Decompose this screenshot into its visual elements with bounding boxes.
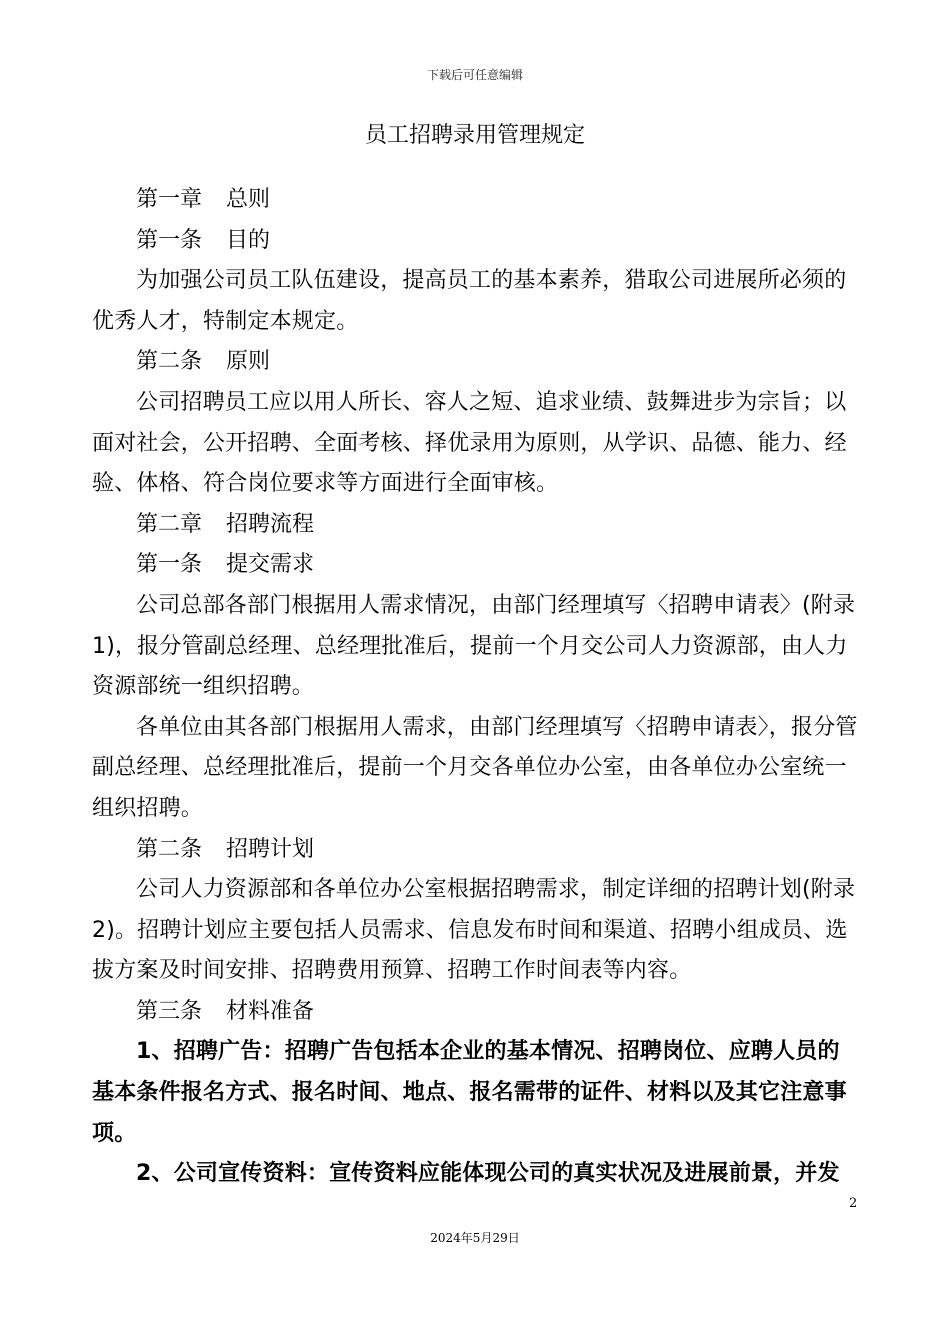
document-body <box>92 180 860 1195</box>
article-name: 材料准备 <box>226 998 315 1024</box>
paragraph: 为加强公司员工队伍建设，提高员工的基本素养，猎取公司进展所必须的优秀人才，特制定本规定。 <box>92 268 847 334</box>
paragraph-bold: 2、公司宣传资料：宣传资料应能体现公司的真实状况及进展前景，并发 <box>136 1161 840 1187</box>
chapter-name: 招聘流程 <box>226 511 315 537</box>
article-name: 原则 <box>226 349 271 375</box>
document-title: 员工招聘录用管理规定 <box>364 123 585 148</box>
article-heading <box>92 342 860 383</box>
paragraph: 公司人力资源部和各单位办公室根据招聘需求，制定详细的招聘计划(附录2)。招聘计划应主要包括人员需求、信息发布时间和渠道、招聘小组成员、选拔方案及时间安排、招聘费用预算、招聘工作时间表等内容。 <box>92 877 856 984</box>
page-header: 下载后可任意编辑 <box>426 68 523 82</box>
article-heading <box>92 545 860 586</box>
page-footer-date: 2024年5月29日 <box>430 1231 520 1245</box>
paragraph: 公司总部各部门根据用人需求情况，由部门经理填写〈招聘申请表〉(附录1)，报分管副总经理、总经理批准后，提前一个月交公司人力资源部，由人力资源部统一组织招聘。 <box>92 592 856 700</box>
paragraph: 公司招聘员工应以用人所长、容人之短、追求业绩、鼓舞进步为宗旨；以面对社会，公开招聘、全面考核、择优录用为原则，从学识、品德、能力、经验、体格、符合岗位要求等方面进行全面审核。 <box>92 389 847 497</box>
article-number: 第二条 <box>136 349 203 375</box>
chapter-number: 第一章 <box>136 187 203 212</box>
paragraph: 各单位由其各部门根据用人需求，由部门经理填写〈招聘申请表〉，报分管副总经理、总经理批准后，提前一个月交各单位办公室，由各单位办公室统一组织招聘。 <box>92 714 858 821</box>
chapter-name: 总则 <box>226 187 271 212</box>
article-name: 目的 <box>226 227 271 253</box>
article-number: 第一条 <box>136 227 203 253</box>
article-heading <box>92 992 860 1033</box>
paragraph-bold: 1、招聘广告：招聘广告包括本企业的基本情况、招聘岗位、应聘人员的基本条件报名方式、报名时间、地点、报名需带的证件、材料以及其它注意事项。 <box>92 1039 847 1146</box>
chapter-1-heading <box>92 180 860 221</box>
chapter-2-heading <box>92 505 860 546</box>
article-heading <box>92 221 860 262</box>
article-number: 第二条 <box>136 836 203 862</box>
article-heading <box>92 830 860 871</box>
article-number: 第一条 <box>136 552 203 578</box>
chapter-number: 第二章 <box>136 511 203 537</box>
article-name: 招聘计划 <box>226 836 315 862</box>
article-name: 提交需求 <box>226 552 315 578</box>
article-number: 第三条 <box>136 998 203 1024</box>
page-number: 2 <box>849 1196 858 1211</box>
